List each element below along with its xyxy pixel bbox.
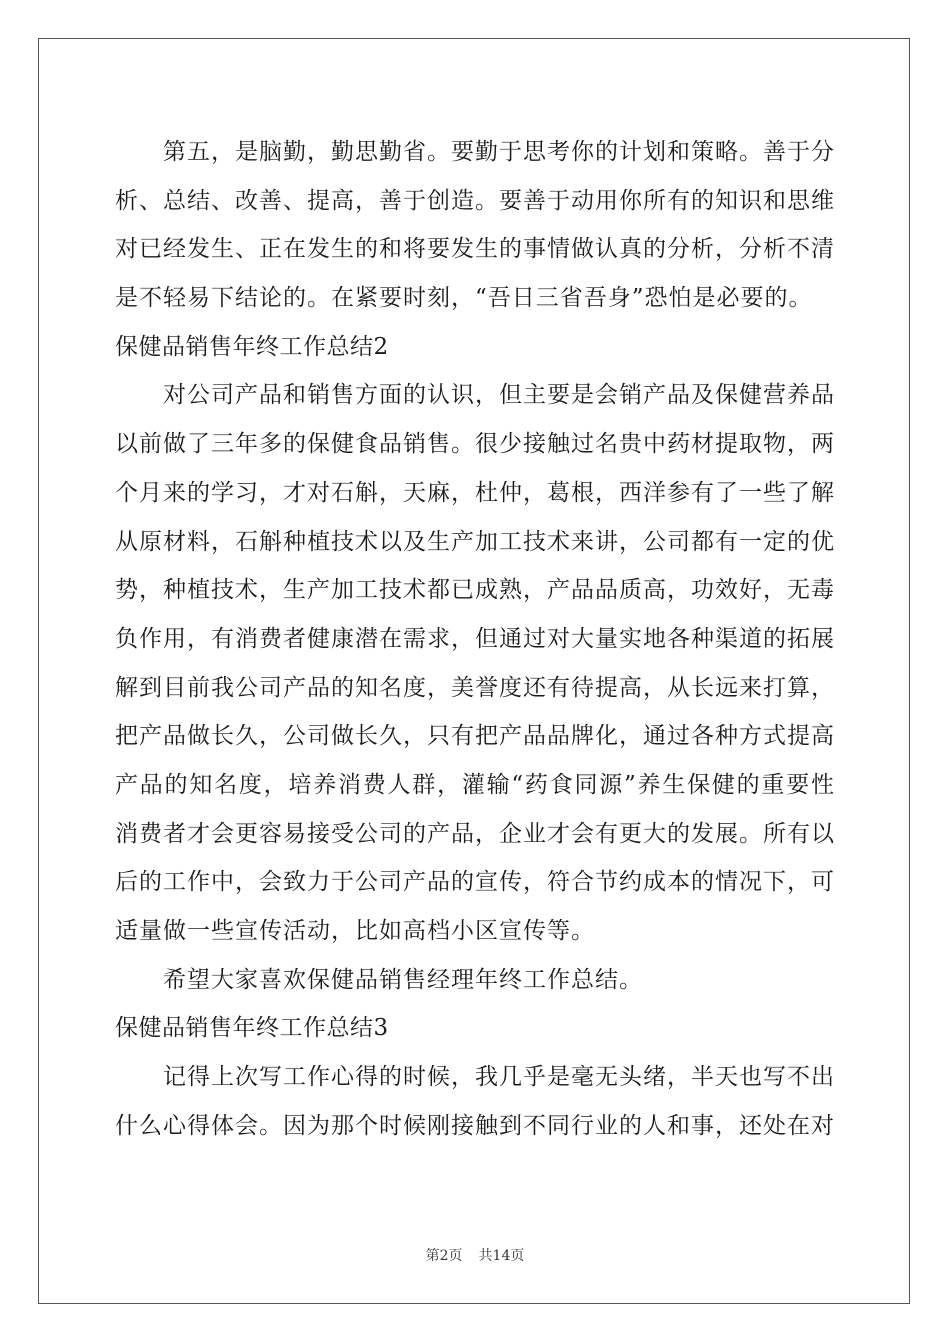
paragraph-line: 是不轻易下结论的。在紧要时刻，“吾日三省吾身”恐怕是必要的。 xyxy=(115,285,813,312)
paragraph-line: 从原材料，石斛种植技术以及生产加工技术来讲，公司都有一定的优 xyxy=(115,528,835,555)
paragraph-line: 以前做了三年多的保健食品销售。很少接触过名贵中药材提取物，两 xyxy=(115,431,835,458)
paragraph-line: 什么心得体会。因为那个时候刚接触到不同行业的人和事，还处在对 xyxy=(115,1112,835,1139)
paragraph-line: 希望大家喜欢保健品销售经理年终工作总结。 xyxy=(163,966,643,993)
paragraph-line: 解到目前我公司产品的知名度，美誉度还有待提高，从长远来打算， xyxy=(115,674,835,701)
paragraph-line: 适量做一些宣传活动，比如高档小区宣传等。 xyxy=(115,918,595,944)
paragraph-line: 把产品做长久，公司做长久，只有把产品品牌化，通过各种方式提高 xyxy=(115,723,835,750)
page-footer xyxy=(0,1245,950,1265)
page-total: 共14页 xyxy=(478,1248,525,1264)
paragraph-line: 析、总结、改善、提高，善于创造。要善于动用你所有的知识和思维 xyxy=(115,187,835,214)
paragraph-line: 个月来的学习，才对石斛，天麻，杜仲，葛根，西洋参有了一些了解 xyxy=(115,479,835,506)
section-heading: 保健品销售年终工作总结3 xyxy=(115,1015,389,1042)
paragraph-line: 记得上次写工作心得的时候，我几乎是毫无头绪，半天也写不出 xyxy=(163,1064,835,1091)
section-heading: 保健品销售年终工作总结2 xyxy=(115,333,389,360)
paragraph-line: 消费者才会更容易接受公司的产品，企业才会有更大的发展。所有以 xyxy=(115,820,835,847)
paragraph-line: 后的工作中，会致力于公司产品的宣传，符合节约成本的情况下，可 xyxy=(115,869,835,896)
paragraph-line: 势，种植技术，生产加工技术都已成熟，产品品质高，功效好，无毒 xyxy=(115,577,835,604)
paragraph-line: 对已经发生、正在发生的和将要发生的事情做认真的分析，分析不清 xyxy=(115,236,835,263)
paragraph-line: 负作用，有消费者健康潜在需求，但通过对大量实地各种渠道的拓展 xyxy=(115,625,835,652)
document-body xyxy=(115,128,835,1150)
paragraph-line: 产品的知名度，培养消费人群，灌输“药食同源”养生保健的重要性 xyxy=(115,771,835,798)
page-number: 第2页 xyxy=(425,1248,463,1264)
paragraph-line: 对公司产品和销售方面的认识，但主要是会销产品及保健营养品 xyxy=(163,382,835,409)
paragraph-line: 第五，是脑勤，勤思勤省。要勤于思考你的计划和策略。善于分 xyxy=(163,139,835,165)
